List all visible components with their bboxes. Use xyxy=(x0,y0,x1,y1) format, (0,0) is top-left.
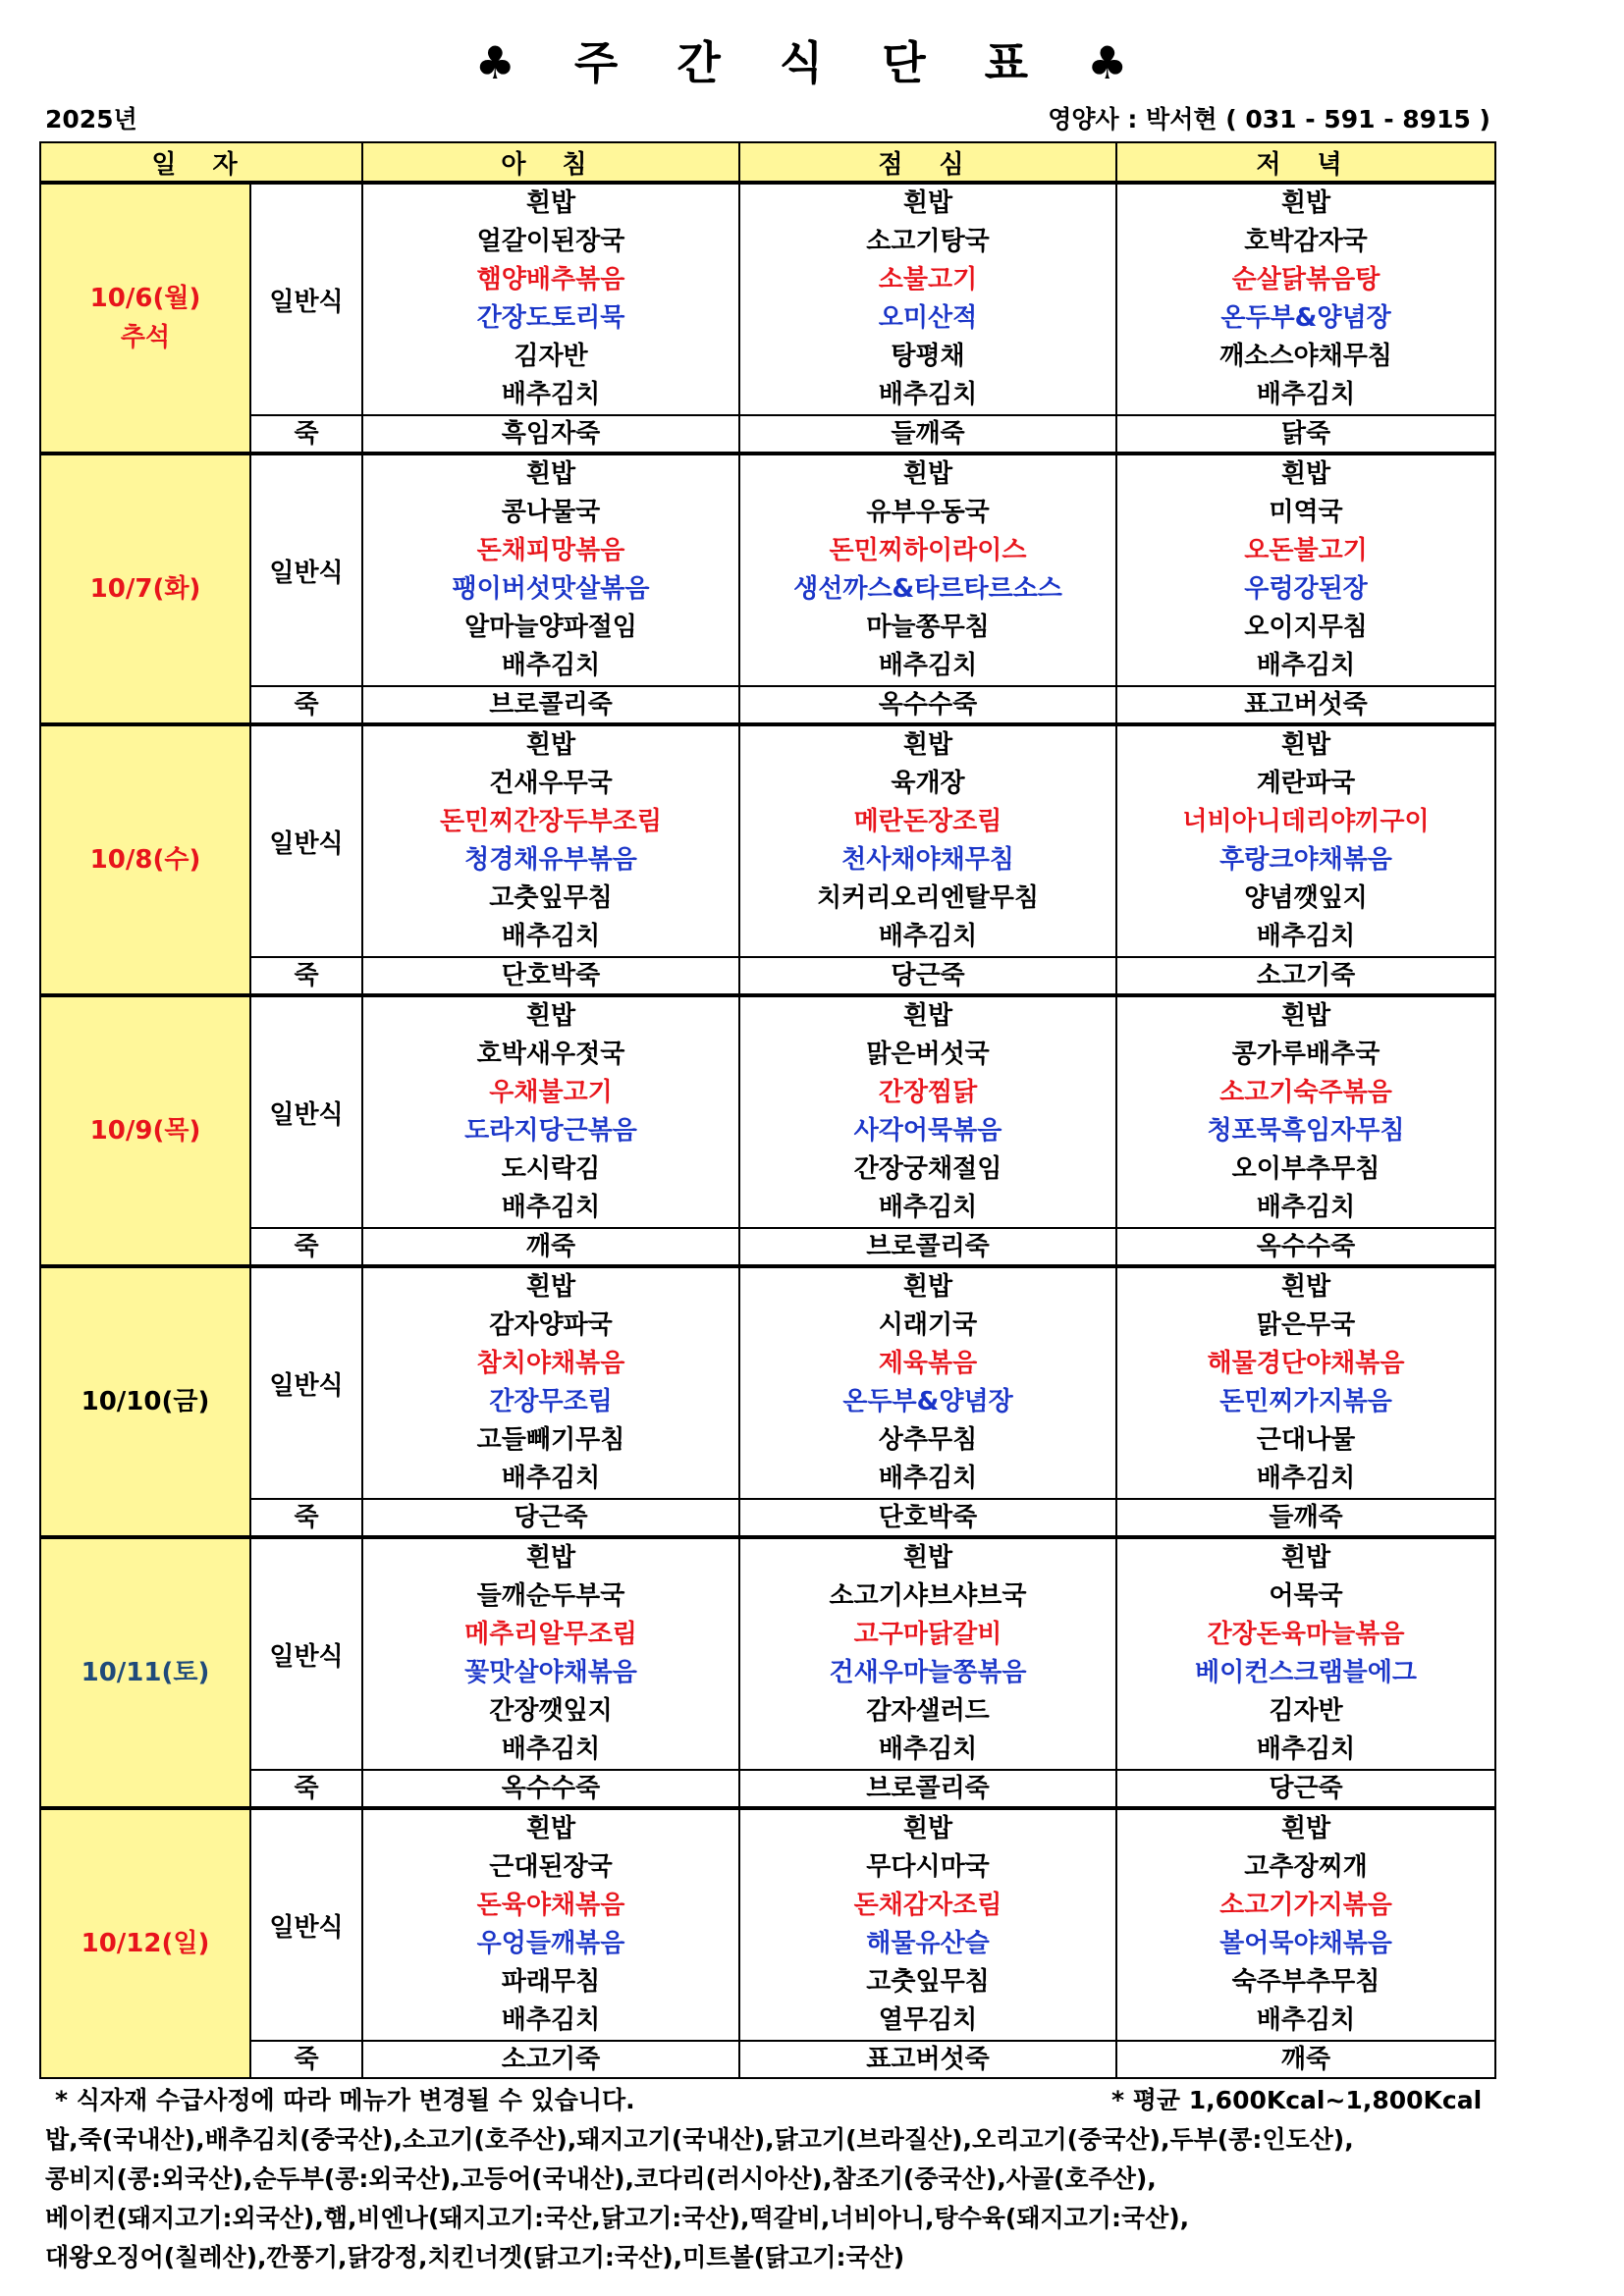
menu-item: 간장도토리묵 xyxy=(476,303,625,333)
meal-type-label: 일반식 xyxy=(250,454,362,686)
menu-item: 천사채야채무침 xyxy=(841,845,1014,875)
meal-type-label: 일반식 xyxy=(250,183,362,415)
menu-item: 배추김치 xyxy=(1256,2005,1356,2035)
menu-item: 고춧잎무침 xyxy=(866,1967,990,1997)
breakfast-porridge: 당근죽 xyxy=(362,1499,739,1537)
dinner-menu xyxy=(1116,1537,1495,1770)
origin-line: 베이컨(돼지고기:외국산),햄,비엔나(돼지고기:국산,닭고기:국산),떡갈비,너비아니,탕수육(돼지고기:국산), xyxy=(45,2204,1190,2232)
menu-item: 고추장찌개 xyxy=(1244,1852,1368,1882)
day-row xyxy=(40,1537,1495,1770)
dinner-menu xyxy=(1116,183,1495,415)
menu-item: 배추김치 xyxy=(1256,380,1356,409)
lunch-menu xyxy=(739,724,1116,957)
dinner-porridge: 당근죽 xyxy=(1116,1770,1495,1808)
dinner-menu xyxy=(1116,724,1495,957)
lunch-porridge: 브로콜리죽 xyxy=(739,1228,1116,1266)
date-label: 10/6(월) xyxy=(89,284,201,313)
breakfast-menu xyxy=(362,183,739,415)
menu-item: 양념깻잎지 xyxy=(1244,883,1368,913)
menu-item: 건새우마늘쫑볶음 xyxy=(829,1658,1027,1687)
day-row xyxy=(40,1266,1495,1499)
menu-item: 시래기국 xyxy=(878,1310,978,1340)
menu-item: 오이부추무침 xyxy=(1231,1154,1380,1184)
menu-item: 소불고기 xyxy=(878,265,978,294)
menu-item: 간장무조림 xyxy=(489,1387,613,1416)
breakfast-porridge: 단호박죽 xyxy=(362,957,739,995)
menu-item: 소고기탕국 xyxy=(866,227,990,256)
lunch-menu xyxy=(739,1808,1116,2041)
porridge-label: 죽 xyxy=(250,2041,362,2078)
breakfast-porridge: 흑임자죽 xyxy=(362,415,739,454)
menu-item: 햄양배추볶음 xyxy=(476,265,625,294)
menu-item: 감자샐러드 xyxy=(866,1696,990,1726)
lunch-menu xyxy=(739,454,1116,686)
menu-item: 배추김치 xyxy=(878,1735,978,1764)
lunch-menu xyxy=(739,1266,1116,1499)
menu-item: 돈민찌가지볶음 xyxy=(1219,1387,1392,1416)
menu-item: 김자반 xyxy=(1269,1696,1343,1726)
menu-item: 배추김치 xyxy=(1256,1464,1356,1493)
meal-type-label: 일반식 xyxy=(250,1537,362,1770)
menu-item: 상추무침 xyxy=(878,1425,978,1455)
menu-item: 배추김치 xyxy=(1256,1735,1356,1764)
menu-item: 배추김치 xyxy=(878,380,978,409)
menu-item: 배추김치 xyxy=(501,651,601,680)
menu-item: 순살닭볶음탕 xyxy=(1231,265,1380,294)
dinner-menu xyxy=(1116,995,1495,1228)
day-row xyxy=(40,995,1495,1228)
menu-item: 배추김치 xyxy=(501,922,601,951)
menu-item: 꽃맛살야채볶음 xyxy=(464,1658,637,1687)
menu-item: 얼갈이된장국 xyxy=(476,227,625,256)
breakfast-porridge: 옥수수죽 xyxy=(362,1770,739,1808)
menu-item: 우채불고기 xyxy=(489,1078,613,1107)
year-label: 2025년 xyxy=(45,105,137,133)
menu-item: 김자반 xyxy=(514,342,588,371)
menu-item: 고들빼기무침 xyxy=(476,1425,625,1455)
menu-item: 흰밥 xyxy=(902,730,953,760)
menu-item: 온두부&양념장 xyxy=(842,1387,1013,1416)
breakfast-menu xyxy=(362,454,739,686)
menu-item: 소고기샤브샤브국 xyxy=(829,1581,1027,1611)
menu-item: 배추김치 xyxy=(501,1464,601,1493)
menu-item: 돈채감자조림 xyxy=(853,1891,1002,1920)
menu-item: 돈민찌간장두부조림 xyxy=(439,807,663,836)
menu-item: 오이지무침 xyxy=(1244,613,1368,642)
meal-type-label: 일반식 xyxy=(250,995,362,1228)
porridge-row xyxy=(40,415,1495,454)
menu-item: 배추김치 xyxy=(1256,922,1356,951)
date-cell xyxy=(40,454,250,724)
lunch-porridge: 단호박죽 xyxy=(739,1499,1116,1537)
porridge-label: 죽 xyxy=(250,1770,362,1808)
menu-item: 흰밥 xyxy=(525,1001,576,1031)
lunch-porridge: 당근죽 xyxy=(739,957,1116,995)
menu-item: 배추김치 xyxy=(501,2005,601,2035)
breakfast-menu xyxy=(362,724,739,957)
lunch-porridge: 옥수수죽 xyxy=(739,686,1116,724)
menu-item: 열무김치 xyxy=(878,2005,978,2035)
menu-item: 소고기가지볶음 xyxy=(1219,1891,1392,1920)
table-header-row xyxy=(40,142,1495,183)
breakfast-menu xyxy=(362,995,739,1228)
menu-item: 온두부&양념장 xyxy=(1220,303,1391,333)
menu-item: 치커리오리엔탈무침 xyxy=(816,883,1040,913)
menu-item: 배추김치 xyxy=(878,922,978,951)
menu-item: 건새우무국 xyxy=(489,769,613,798)
menu-item: 호박감자국 xyxy=(1244,227,1368,256)
menu-item: 사각어묵볶음 xyxy=(853,1116,1002,1146)
menu-item: 계란파국 xyxy=(1256,769,1356,798)
porridge-label: 죽 xyxy=(250,1228,362,1266)
menu-item: 미역국 xyxy=(1269,498,1343,527)
porridge-row xyxy=(40,686,1495,724)
menu-item: 깨소스야채무침 xyxy=(1219,342,1392,371)
origin-line: 밥,죽(국내산),배추김치(중국산),소고기(호주산),돼지고기(국내산),닭고기(브라질산),오리고기(중국산),두부(콩:인도산), xyxy=(45,2125,1354,2154)
menu-item: 청포묵흑임자무침 xyxy=(1207,1116,1405,1146)
day-row xyxy=(40,724,1495,957)
menu-item: 맑은무국 xyxy=(1256,1310,1356,1340)
menu-item: 돈육야채볶음 xyxy=(476,1891,625,1920)
page-title: ♣ 주 간 식 단 표 ♣ xyxy=(474,36,1150,89)
menu-change-note: * 식자재 수급사정에 따라 메뉴가 변경될 수 있습니다. xyxy=(55,2086,635,2114)
menu-item: 참치야채볶음 xyxy=(476,1349,625,1378)
menu-item: 도라지당근볶음 xyxy=(464,1116,637,1146)
menu-item: 무다시마국 xyxy=(866,1852,990,1882)
menu-item: 흰밥 xyxy=(525,459,576,489)
menu-item: 흰밥 xyxy=(902,1272,953,1302)
header-dinner: 저 녁 xyxy=(1116,142,1495,183)
menu-item: 근대된장국 xyxy=(489,1852,613,1882)
menu-item: 마늘쫑무침 xyxy=(866,613,990,642)
date-cell xyxy=(40,995,250,1266)
menu-item: 배추김치 xyxy=(501,1193,601,1222)
breakfast-porridge: 깨죽 xyxy=(362,1228,739,1266)
menu-item: 소고기숙주볶음 xyxy=(1219,1078,1392,1107)
menu-item: 감자양파국 xyxy=(489,1310,613,1340)
menu-item: 돈민찌하이라이스 xyxy=(829,536,1027,565)
menu-item: 고춧잎무침 xyxy=(489,883,613,913)
breakfast-porridge: 브로콜리죽 xyxy=(362,686,739,724)
dinner-menu xyxy=(1116,1808,1495,2041)
menu-item: 해물유산슬 xyxy=(866,1929,990,1958)
porridge-label: 죽 xyxy=(250,1499,362,1537)
menu-item: 간장찜닭 xyxy=(878,1078,978,1107)
header-date: 일 자 xyxy=(40,142,362,183)
date-label: 10/12(일) xyxy=(81,1929,210,1958)
holiday-label: 추석 xyxy=(120,323,171,352)
menu-item: 팽이버섯맛살볶음 xyxy=(452,574,650,604)
origin-info xyxy=(45,2120,1557,2277)
date-label: 10/10(금) xyxy=(81,1387,210,1416)
origin-line: 대왕오징어(칠레산),깐풍기,닭강정,치킨너겟(닭고기:국산),미트볼(닭고기:국산) xyxy=(45,2243,905,2271)
dinner-porridge: 닭죽 xyxy=(1116,415,1495,454)
menu-item: 볼어묵야채볶음 xyxy=(1219,1929,1392,1958)
menu-item: 후랑크야채볶음 xyxy=(1219,845,1392,875)
dinner-menu xyxy=(1116,454,1495,686)
menu-item: 탕평채 xyxy=(891,342,965,371)
lunch-porridge: 표고버섯죽 xyxy=(739,2041,1116,2078)
date-label: 10/11(토) xyxy=(81,1658,210,1687)
menu-item: 돈채피망볶음 xyxy=(476,536,625,565)
menu-item: 흰밥 xyxy=(525,1814,576,1843)
menu-item: 근대나물 xyxy=(1256,1425,1356,1455)
porridge-label: 죽 xyxy=(250,686,362,724)
menu-item: 어묵국 xyxy=(1269,1581,1343,1611)
lunch-porridge: 들깨죽 xyxy=(739,415,1116,454)
menu-item: 유부우동국 xyxy=(866,498,990,527)
breakfast-menu xyxy=(362,1537,739,1770)
porridge-row xyxy=(40,1228,1495,1266)
menu-item: 생선까스&타르타르소스 xyxy=(793,574,1062,604)
menu-item: 흰밥 xyxy=(902,1814,953,1843)
date-label: 10/9(목) xyxy=(89,1116,201,1146)
lunch-menu xyxy=(739,995,1116,1228)
menu-item: 메추리알무조림 xyxy=(464,1620,637,1649)
menu-item: 맑은버섯국 xyxy=(866,1040,990,1069)
menu-item: 흰밥 xyxy=(1280,1272,1331,1302)
menu-item: 흰밥 xyxy=(902,1543,953,1573)
dietitian-contact: 영양사 : 박서현 ( 031 - 591 - 8915 ) xyxy=(1048,105,1490,133)
dinner-porridge: 표고버섯죽 xyxy=(1116,686,1495,724)
menu-item: 흰밥 xyxy=(1280,730,1331,760)
menu-item: 파래무침 xyxy=(501,1967,601,1997)
menu-item: 육개장 xyxy=(891,769,965,798)
menu-item: 제육볶음 xyxy=(878,1349,978,1378)
porridge-row xyxy=(40,1770,1495,1808)
menu-body xyxy=(40,183,1495,2078)
menu-item: 흰밥 xyxy=(1280,188,1331,218)
meal-type-label: 일반식 xyxy=(250,1808,362,2041)
menu-item: 알마늘양파절임 xyxy=(464,613,637,642)
menu-item: 메란돈장조림 xyxy=(853,807,1002,836)
dinner-porridge: 소고기죽 xyxy=(1116,957,1495,995)
menu-item: 흰밥 xyxy=(902,1001,953,1031)
breakfast-menu xyxy=(362,1808,739,2041)
menu-item: 흰밥 xyxy=(1280,1814,1331,1843)
lunch-menu xyxy=(739,1537,1116,1770)
menu-item: 간장깻잎지 xyxy=(489,1696,613,1726)
menu-item: 오미산적 xyxy=(878,303,978,333)
menu-item: 간장돈육마늘볶음 xyxy=(1207,1620,1405,1649)
header-breakfast: 아 침 xyxy=(362,142,739,183)
day-row xyxy=(40,1808,1495,2041)
date-cell xyxy=(40,1808,250,2078)
day-row xyxy=(40,183,1495,415)
menu-item: 배추김치 xyxy=(501,380,601,409)
menu-item: 오돈불고기 xyxy=(1244,536,1368,565)
menu-item: 고구마닭갈비 xyxy=(853,1620,1002,1649)
meal-type-label: 일반식 xyxy=(250,724,362,957)
dinner-porridge: 옥수수죽 xyxy=(1116,1228,1495,1266)
menu-item: 콩나물국 xyxy=(501,498,601,527)
menu-item: 흰밥 xyxy=(902,459,953,489)
breakfast-menu xyxy=(362,1266,739,1499)
origin-line: 콩비지(콩:외국산),순두부(콩:외국산),고등어(국내산),코다리(러시아산),참조기(중국산),사골(호주산), xyxy=(45,2164,1157,2193)
menu-item: 흰밥 xyxy=(1280,459,1331,489)
menu-item: 흰밥 xyxy=(525,188,576,218)
menu-item: 흰밥 xyxy=(525,1272,576,1302)
date-cell xyxy=(40,1266,250,1537)
porridge-label: 죽 xyxy=(250,415,362,454)
meal-type-label: 일반식 xyxy=(250,1266,362,1499)
lunch-menu xyxy=(739,183,1116,415)
dinner-menu xyxy=(1116,1266,1495,1499)
menu-item: 배추김치 xyxy=(878,1464,978,1493)
menu-item: 해물경단야채볶음 xyxy=(1207,1349,1405,1378)
menu-item: 콩가루배추국 xyxy=(1231,1040,1380,1069)
menu-item: 우엉들깨볶음 xyxy=(476,1929,625,1958)
menu-item: 청경채유부볶음 xyxy=(464,845,637,875)
menu-item: 배추김치 xyxy=(501,1735,601,1764)
menu-item: 너비아니데리야끼구이 xyxy=(1182,807,1430,836)
date-label: 10/7(화) xyxy=(89,574,201,604)
menu-item: 우렁강된장 xyxy=(1244,574,1368,604)
date-label: 10/8(수) xyxy=(89,845,201,875)
menu-item: 간장궁채절임 xyxy=(853,1154,1002,1184)
menu-item: 흰밥 xyxy=(525,730,576,760)
weekly-menu-table xyxy=(39,141,1496,2079)
menu-item: 배추김치 xyxy=(1256,1193,1356,1222)
dinner-porridge: 들깨죽 xyxy=(1116,1499,1495,1537)
menu-item: 배추김치 xyxy=(878,1193,978,1222)
menu-item: 배추김치 xyxy=(878,651,978,680)
porridge-label: 죽 xyxy=(250,957,362,995)
menu-item: 배추김치 xyxy=(1256,651,1356,680)
menu-item: 흰밥 xyxy=(1280,1001,1331,1031)
menu-item: 도시락김 xyxy=(501,1154,601,1184)
menu-item: 들깨순두부국 xyxy=(476,1581,625,1611)
menu-item: 호박새우젓국 xyxy=(476,1040,625,1069)
date-cell xyxy=(40,724,250,995)
date-cell xyxy=(40,183,250,454)
porridge-row xyxy=(40,957,1495,995)
dinner-porridge: 깨죽 xyxy=(1116,2041,1495,2078)
menu-item: 흰밥 xyxy=(525,1543,576,1573)
menu-item: 흰밥 xyxy=(1280,1543,1331,1573)
porridge-row xyxy=(40,2041,1495,2078)
breakfast-porridge: 소고기죽 xyxy=(362,2041,739,2078)
header-lunch: 점 심 xyxy=(739,142,1116,183)
date-cell xyxy=(40,1537,250,1808)
menu-item: 베이컨스크램블에그 xyxy=(1194,1658,1418,1687)
lunch-porridge: 브로콜리죽 xyxy=(739,1770,1116,1808)
menu-item: 숙주부추무침 xyxy=(1231,1967,1380,1997)
calorie-note: * 평균 1,600Kcal~1,800Kcal xyxy=(1111,2086,1483,2114)
porridge-row xyxy=(40,1499,1495,1537)
day-row xyxy=(40,454,1495,686)
menu-item: 흰밥 xyxy=(902,188,953,218)
